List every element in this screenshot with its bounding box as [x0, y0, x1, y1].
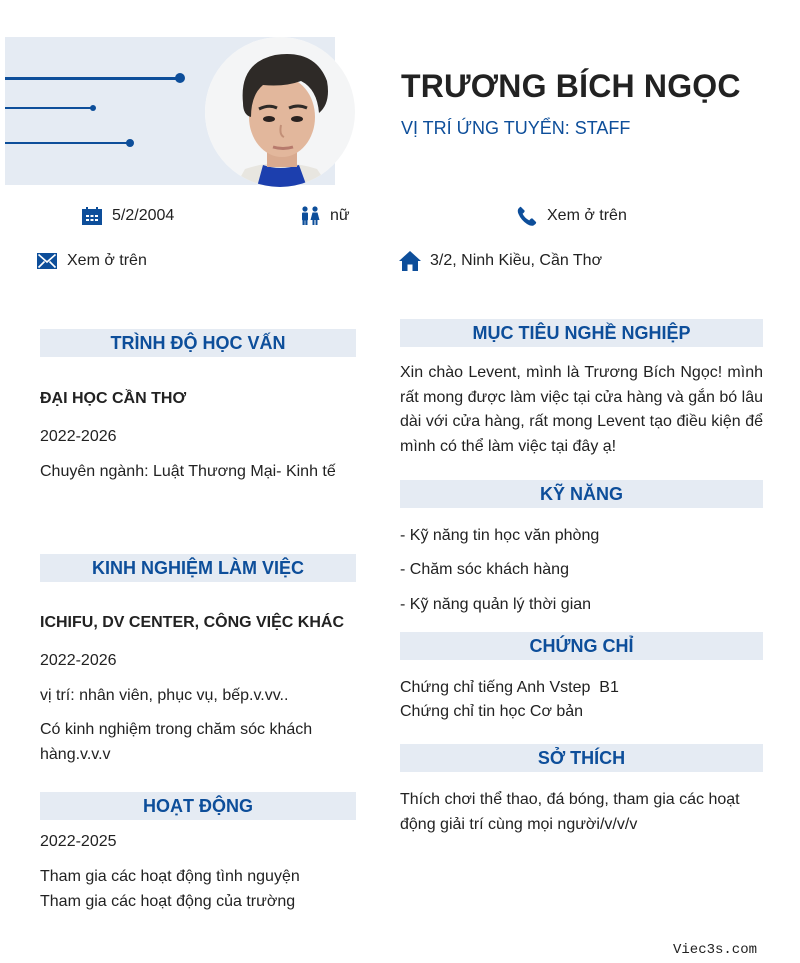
activity-item-1: Tham gia các hoạt động tình nguyện	[40, 868, 300, 885]
phone-value: Xem ở trên	[547, 207, 627, 224]
email-value: Xem ở trên	[67, 252, 147, 269]
gender-info	[299, 206, 350, 226]
activities-period: 2022-2025	[40, 833, 117, 850]
section-skills-title: KỸ NĂNG	[400, 480, 763, 508]
skill-item-1: - Kỹ năng tin học văn phòng	[400, 527, 600, 544]
candidate-name: TRƯƠNG BÍCH NGỌC	[401, 68, 741, 104]
education-school: ĐẠI HỌC CẦN THƠ	[40, 390, 187, 407]
email-info	[36, 251, 147, 271]
profile-photo	[205, 37, 355, 187]
decorative-line-3	[5, 142, 128, 144]
hobbies-line-2: động giải trí cùng mọi người/v/v/v	[400, 816, 638, 833]
decorative-line-2	[5, 107, 93, 109]
skill-item-2: - Chăm sóc khách hàng	[400, 561, 569, 578]
phone-icon	[516, 206, 538, 226]
section-objective-title: MỤC TIÊU NGHỀ NGHIỆP	[400, 319, 763, 347]
phone-info	[516, 206, 627, 226]
calendar-icon	[81, 206, 103, 226]
certificate-item-2: Chứng chỉ tin học Cơ bản	[400, 703, 584, 720]
birthday-value: 5/2/2004	[112, 207, 175, 224]
watermark: Viec3s.com	[673, 942, 758, 958]
experience-role: vị trí: nhân viên, phục vụ, bếp.v.vv..	[40, 687, 289, 704]
experience-description-line-1: Có kinh nghiệm trong chăm sóc khách	[40, 721, 313, 738]
decorative-dot-3	[126, 139, 134, 147]
experience-company: ICHIFU, DV CENTER, CÔNG VIỆC KHÁC	[40, 614, 345, 631]
address-value: 3/2, Ninh Kiều, Cần Thơ	[430, 252, 603, 269]
decorative-dot-1	[175, 73, 185, 83]
portrait-icon	[205, 37, 355, 187]
home-icon	[399, 251, 421, 271]
mail-icon	[36, 251, 58, 271]
education-period: 2022-2026	[40, 428, 117, 445]
section-experience-title: KINH NGHIỆM LÀM VIỆC	[40, 554, 356, 582]
address-info	[399, 251, 602, 271]
gender-value: nữ	[330, 207, 350, 224]
section-activities-title: HOẠT ĐỘNG	[40, 792, 356, 820]
certificate-item-1: Chứng chỉ tiếng Anh Vstep B1	[400, 679, 619, 696]
decorative-dot-2	[90, 105, 96, 111]
section-hobbies-title: SỞ THÍCH	[400, 744, 763, 772]
gender-icon	[299, 206, 321, 226]
objective-text: Xin chào Levent, mình là Trương Bích Ngọc! mình rất mong được làm việc tại cửa hàng và gắn bó lâu dài với cửa hàng, rất mong Levent tạo điều kiện để mình có thể làm việc tại đây ạ!	[400, 364, 763, 455]
skill-item-3: - Kỹ năng quản lý thời gian	[400, 596, 592, 613]
hobbies-line-1: Thích chơi thể thao, đá bóng, tham gia các hoạt	[400, 791, 740, 808]
experience-description-line-2: hàng.v.v.v	[40, 746, 111, 763]
applied-position: VỊ TRÍ ỨNG TUYỂN: STAFF	[401, 118, 631, 138]
experience-period: 2022-2026	[40, 652, 117, 669]
section-certificates-title: CHỨNG CHỈ	[400, 632, 763, 660]
decorative-line-1	[5, 77, 180, 80]
section-education-title: TRÌNH ĐỘ HỌC VẤN	[40, 329, 356, 357]
education-major: Chuyên ngành: Luật Thương Mại- Kinh tế	[40, 463, 336, 480]
birthday-info	[81, 206, 174, 226]
activity-item-2: Tham gia các hoạt động của trường	[40, 893, 296, 910]
